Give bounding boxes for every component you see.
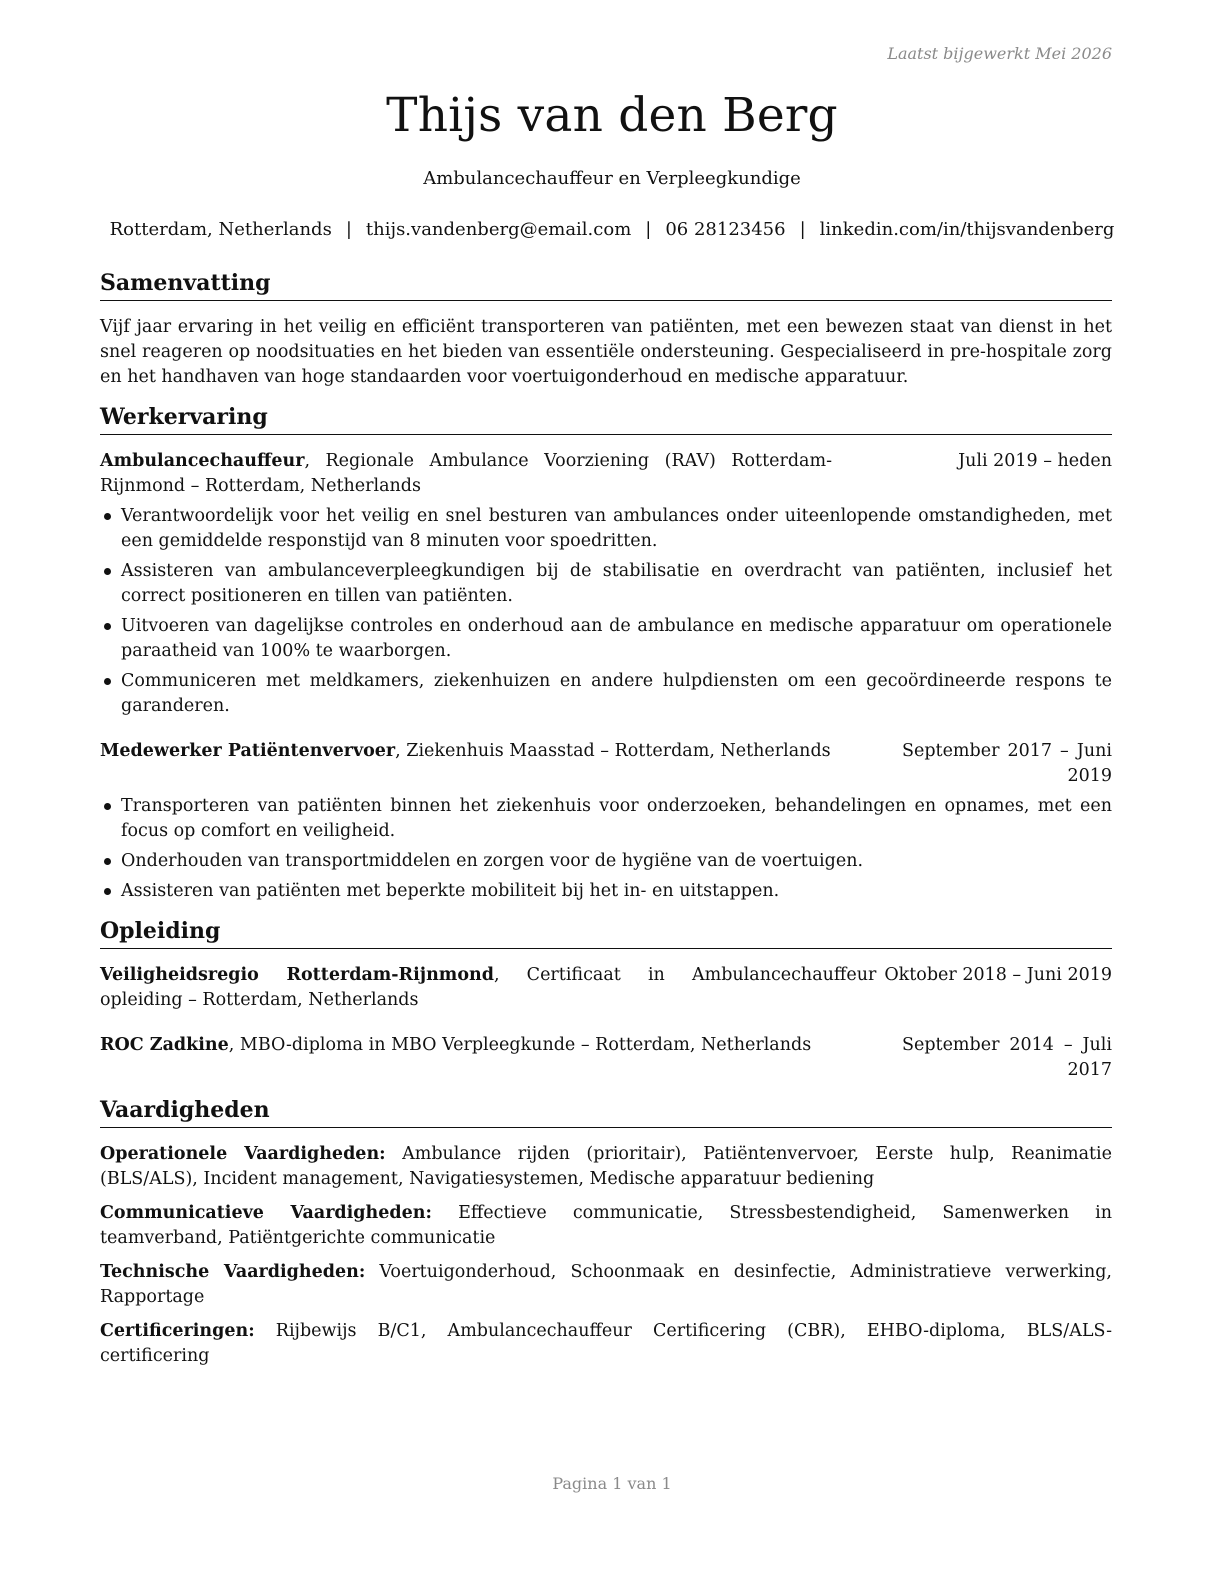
- job-bullets: [100, 794, 1112, 904]
- list-item: Assisteren van ambulanceverpleegkundigen bij de stabilisatie en overdracht van patiënten, inclusief het correct positioneren en tillen van patiënten.: [100, 559, 1112, 609]
- job-date: Juli 2019 – heden: [958, 451, 1112, 471]
- section-heading-experience: Werkervaring: [100, 402, 1112, 435]
- summary-section: [100, 268, 1112, 390]
- job-date-end: 2019: [1067, 766, 1112, 786]
- job-title-line: [100, 739, 862, 764]
- skill-group: [100, 1142, 1112, 1192]
- job-title: Ambulancechauffeur: [100, 451, 305, 471]
- contact-separator: |: [345, 219, 352, 240]
- job-entry: [100, 449, 1112, 719]
- contact-linkedin[interactable]: linkedin.com/in/thijsvandenberg: [819, 219, 1115, 240]
- contact-phone: 06 28123456: [665, 219, 786, 240]
- job-title: Medewerker Patiëntenvervoer: [100, 741, 396, 761]
- list-item: Onderhouden van transportmiddelen en zorgen voor de hygiëne van de voertuigen.: [100, 849, 1112, 874]
- experience-section: [100, 402, 1112, 904]
- job-details: , Regionale Ambulance Voorziening (RAV) Rotterdam-Rijnmond – Rotterdam, Netherlands: [100, 451, 832, 496]
- skill-text: Effectieve communicatie, Stressbestendigheid, Samenwerken in teamverband, Patiëntgerichte communicatie: [100, 1203, 1112, 1248]
- resume-content: [100, 268, 1112, 1381]
- skill-group: [100, 1319, 1112, 1369]
- education-section: [100, 916, 1112, 1083]
- skill-label: Technische Vaardigheden:: [100, 1262, 366, 1282]
- list-item: Transporteren van patiënten binnen het ziekenhuis voor onderzoeken, behandelingen en opnames, met een focus op comfort en veiligheid.: [100, 794, 1112, 844]
- skill-label: Certificeringen:: [100, 1321, 255, 1341]
- job-date-start: September 2017 – Juni: [902, 741, 1112, 761]
- job-details: , Ziekenhuis Maasstad – Rotterdam, Netherlands: [395, 741, 831, 761]
- education-header: [100, 963, 1112, 1013]
- last-updated: Laatst bijgewerkt Mei 2026: [887, 44, 1112, 63]
- education-school: ROC Zadkine: [100, 1035, 229, 1055]
- education-entry: [100, 963, 1112, 1013]
- education-date: [862, 1033, 1112, 1083]
- section-heading-skills: Vaardigheden: [100, 1095, 1112, 1128]
- job-header: [100, 449, 1112, 499]
- list-item: Uitvoeren van dagelijkse controles en onderhoud aan de ambulance en medische apparatuur om operationele paraatheid van 100% te waarborgen.: [100, 614, 1112, 664]
- contact-separator: |: [645, 219, 652, 240]
- skills-section: [100, 1095, 1112, 1369]
- list-item: Verantwoordelijk voor het veilig en snel besturen van ambulances onder uiteenlopende omstandigheden, met een gemiddelde responstijd van 8 minuten voor spoedritten.: [100, 504, 1112, 554]
- list-item: Assisteren van patiënten met beperkte mobiliteit bij het in- en uitstappen.: [100, 879, 1112, 904]
- summary-text: Vijf jaar ervaring in het veilig en efficiënt transporteren van patiënten, met een bewezen staat van dienst in het snel reageren op noodsituaties en het bieden van essentiële ondersteuning. Gespecialiseerd in pre-hospitale zorg en het handhaven van hoge standaarden voor voertuigonderhoud en medische apparatuur.: [100, 317, 1112, 387]
- skill-group: [100, 1260, 1112, 1310]
- contact-email[interactable]: thijs.vandenberg@email.com: [365, 219, 632, 240]
- job-bullets: [100, 504, 1112, 719]
- job-entry: [100, 739, 1112, 904]
- contact-separator: |: [799, 219, 806, 240]
- education-title-line: [100, 1033, 862, 1058]
- job-header: [100, 739, 1112, 789]
- education-entry: [100, 1033, 1112, 1083]
- job-title-line: [100, 449, 832, 499]
- page-number: Pagina 1 van 1: [552, 1474, 672, 1493]
- candidate-name: Thijs van den Berg: [386, 88, 838, 143]
- section-heading-summary: Samenvatting: [100, 268, 1112, 301]
- job-date: [862, 739, 1112, 789]
- section-heading-education: Opleiding: [100, 916, 1112, 949]
- skill-text: Voertuigonderhoud, Schoonmaak en desinfectie, Administratieve verwerking, Rapportage: [100, 1262, 1112, 1307]
- skill-group: [100, 1201, 1112, 1251]
- education-header: [100, 1033, 1112, 1083]
- contact-location: Rotterdam, Netherlands: [109, 219, 332, 240]
- education-school: Veiligheidsregio Rotterdam-Rijnmond: [100, 965, 494, 985]
- skill-text: Ambulance rijden (prioritair), Patiëntenvervoer, Eerste hulp, Reanimatie (BLS/ALS), Incident management, Navigatiesystemen, Medische apparatuur bediening: [100, 1144, 1112, 1189]
- education-details: , Certificaat in Ambulancechauffeur opleiding – Rotterdam, Netherlands: [100, 965, 877, 1010]
- list-item: Communiceren met meldkamers, ziekenhuizen en andere hulpdiensten om een gecoördineerde respons te garanderen.: [100, 669, 1112, 719]
- education-title-line: [100, 963, 876, 1013]
- education-date-start: September 2014 – Juli: [902, 1035, 1112, 1055]
- education-date-end: 2017: [1067, 1060, 1112, 1080]
- education-date: Oktober 2018 – Juni 2019: [884, 965, 1112, 985]
- education-details: , MBO-diploma in MBO Verpleegkunde – Rotterdam, Netherlands: [228, 1035, 812, 1055]
- skill-label: Operationele Vaardigheden:: [100, 1144, 386, 1164]
- skill-text: Rijbewijs B/C1, Ambulancechauffeur Certificering (CBR), EHBO-diploma, BLS/ALS-certificering: [100, 1321, 1112, 1366]
- tagline: Ambulancechauffeur en Verpleegkundige: [423, 168, 801, 189]
- contact-line: [0, 219, 1224, 240]
- skill-label: Communicatieve Vaardigheden:: [100, 1203, 432, 1223]
